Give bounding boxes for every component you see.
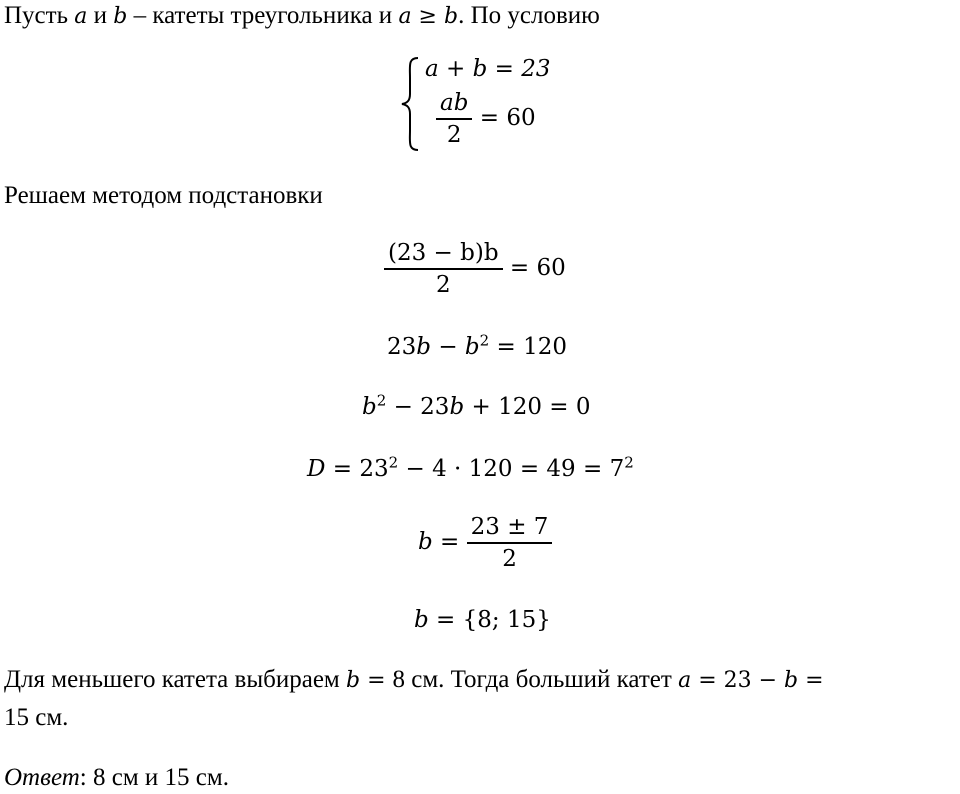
step-5-lhs: b	[418, 529, 433, 555]
conclusion-var-b-2: b	[784, 668, 799, 693]
step-1	[384, 238, 566, 300]
intro-text-3: – катеты треугольника и	[127, 2, 399, 29]
step-3-c: b	[449, 394, 465, 420]
step-6-lhs: b	[414, 607, 429, 633]
step-2-b: b	[416, 334, 432, 360]
answer-line	[4, 762, 229, 794]
var-a: a	[74, 4, 88, 29]
step-2-rhs: = 120	[489, 334, 567, 360]
step-5-fraction	[467, 512, 553, 574]
system-line-2	[436, 88, 536, 150]
step-5-eq: =	[432, 529, 467, 555]
conclusion-var-a: a	[678, 668, 692, 693]
step-4-exp-1: 2	[388, 453, 399, 472]
step-5	[418, 512, 552, 574]
answer-text: : 8 см и 15 см.	[79, 764, 229, 791]
intro-text-1: Пусть	[4, 2, 75, 29]
step-3-b: − 23	[386, 394, 450, 420]
method-line: Решаем методом подстановки	[4, 182, 323, 209]
step-2-exp: 2	[479, 331, 490, 350]
step-5-den: 2	[502, 546, 517, 572]
conclusion-line-2: 15 см.	[4, 704, 69, 731]
step-1-fraction	[384, 238, 503, 300]
step-2	[387, 332, 567, 362]
step-4-c: − 4 · 120 = 49 = 7	[398, 456, 625, 482]
step-3	[362, 392, 591, 422]
system-frac-num: ab	[436, 88, 472, 120]
intro-text-2: и	[87, 2, 114, 29]
conclusion-text-1: Для меньшего катета выбираем	[4, 666, 346, 693]
system-frac-den: 2	[446, 122, 462, 148]
step-4	[307, 454, 634, 484]
step-1-num: (23 − b)b	[384, 238, 503, 270]
conclusion-expr: = 23 −	[691, 668, 785, 693]
condition: a ≥ b	[398, 4, 459, 29]
conclusion-line-1	[4, 664, 824, 697]
step-2-a: 23	[387, 334, 417, 360]
step-6-rhs: = {8; 15}	[428, 607, 551, 633]
conclusion-eq-1: =	[360, 668, 393, 693]
step-5-num: 23 ± 7	[467, 512, 553, 544]
step-3-rhs: + 120 = 0	[464, 394, 591, 420]
step-6	[414, 605, 551, 635]
system-fraction	[436, 88, 472, 150]
var-b: b	[113, 4, 128, 29]
conclusion-var-b: b	[345, 668, 361, 693]
system-brace	[398, 56, 424, 152]
intro-line	[4, 0, 600, 33]
step-1-den: 2	[435, 272, 451, 298]
step-4-a: D	[307, 456, 326, 482]
step-4-exp-2: 2	[624, 453, 634, 472]
system-line-1: a + b = 23	[425, 56, 551, 82]
conclusion-eq-2: =	[798, 668, 824, 693]
step-3-a: b	[362, 394, 377, 420]
step-3-exp: 2	[376, 391, 387, 410]
step-2-d: b	[464, 334, 480, 360]
step-2-c: −	[431, 334, 465, 360]
step-4-b: = 23	[325, 456, 389, 482]
step-1-rhs: = 60	[502, 255, 566, 281]
system-rhs: = 60	[472, 105, 536, 131]
conclusion-text-2: 8 см. Тогда больший катет	[392, 666, 679, 693]
intro-text-4: . По условию	[458, 2, 600, 29]
answer-label: Ответ	[4, 764, 80, 791]
